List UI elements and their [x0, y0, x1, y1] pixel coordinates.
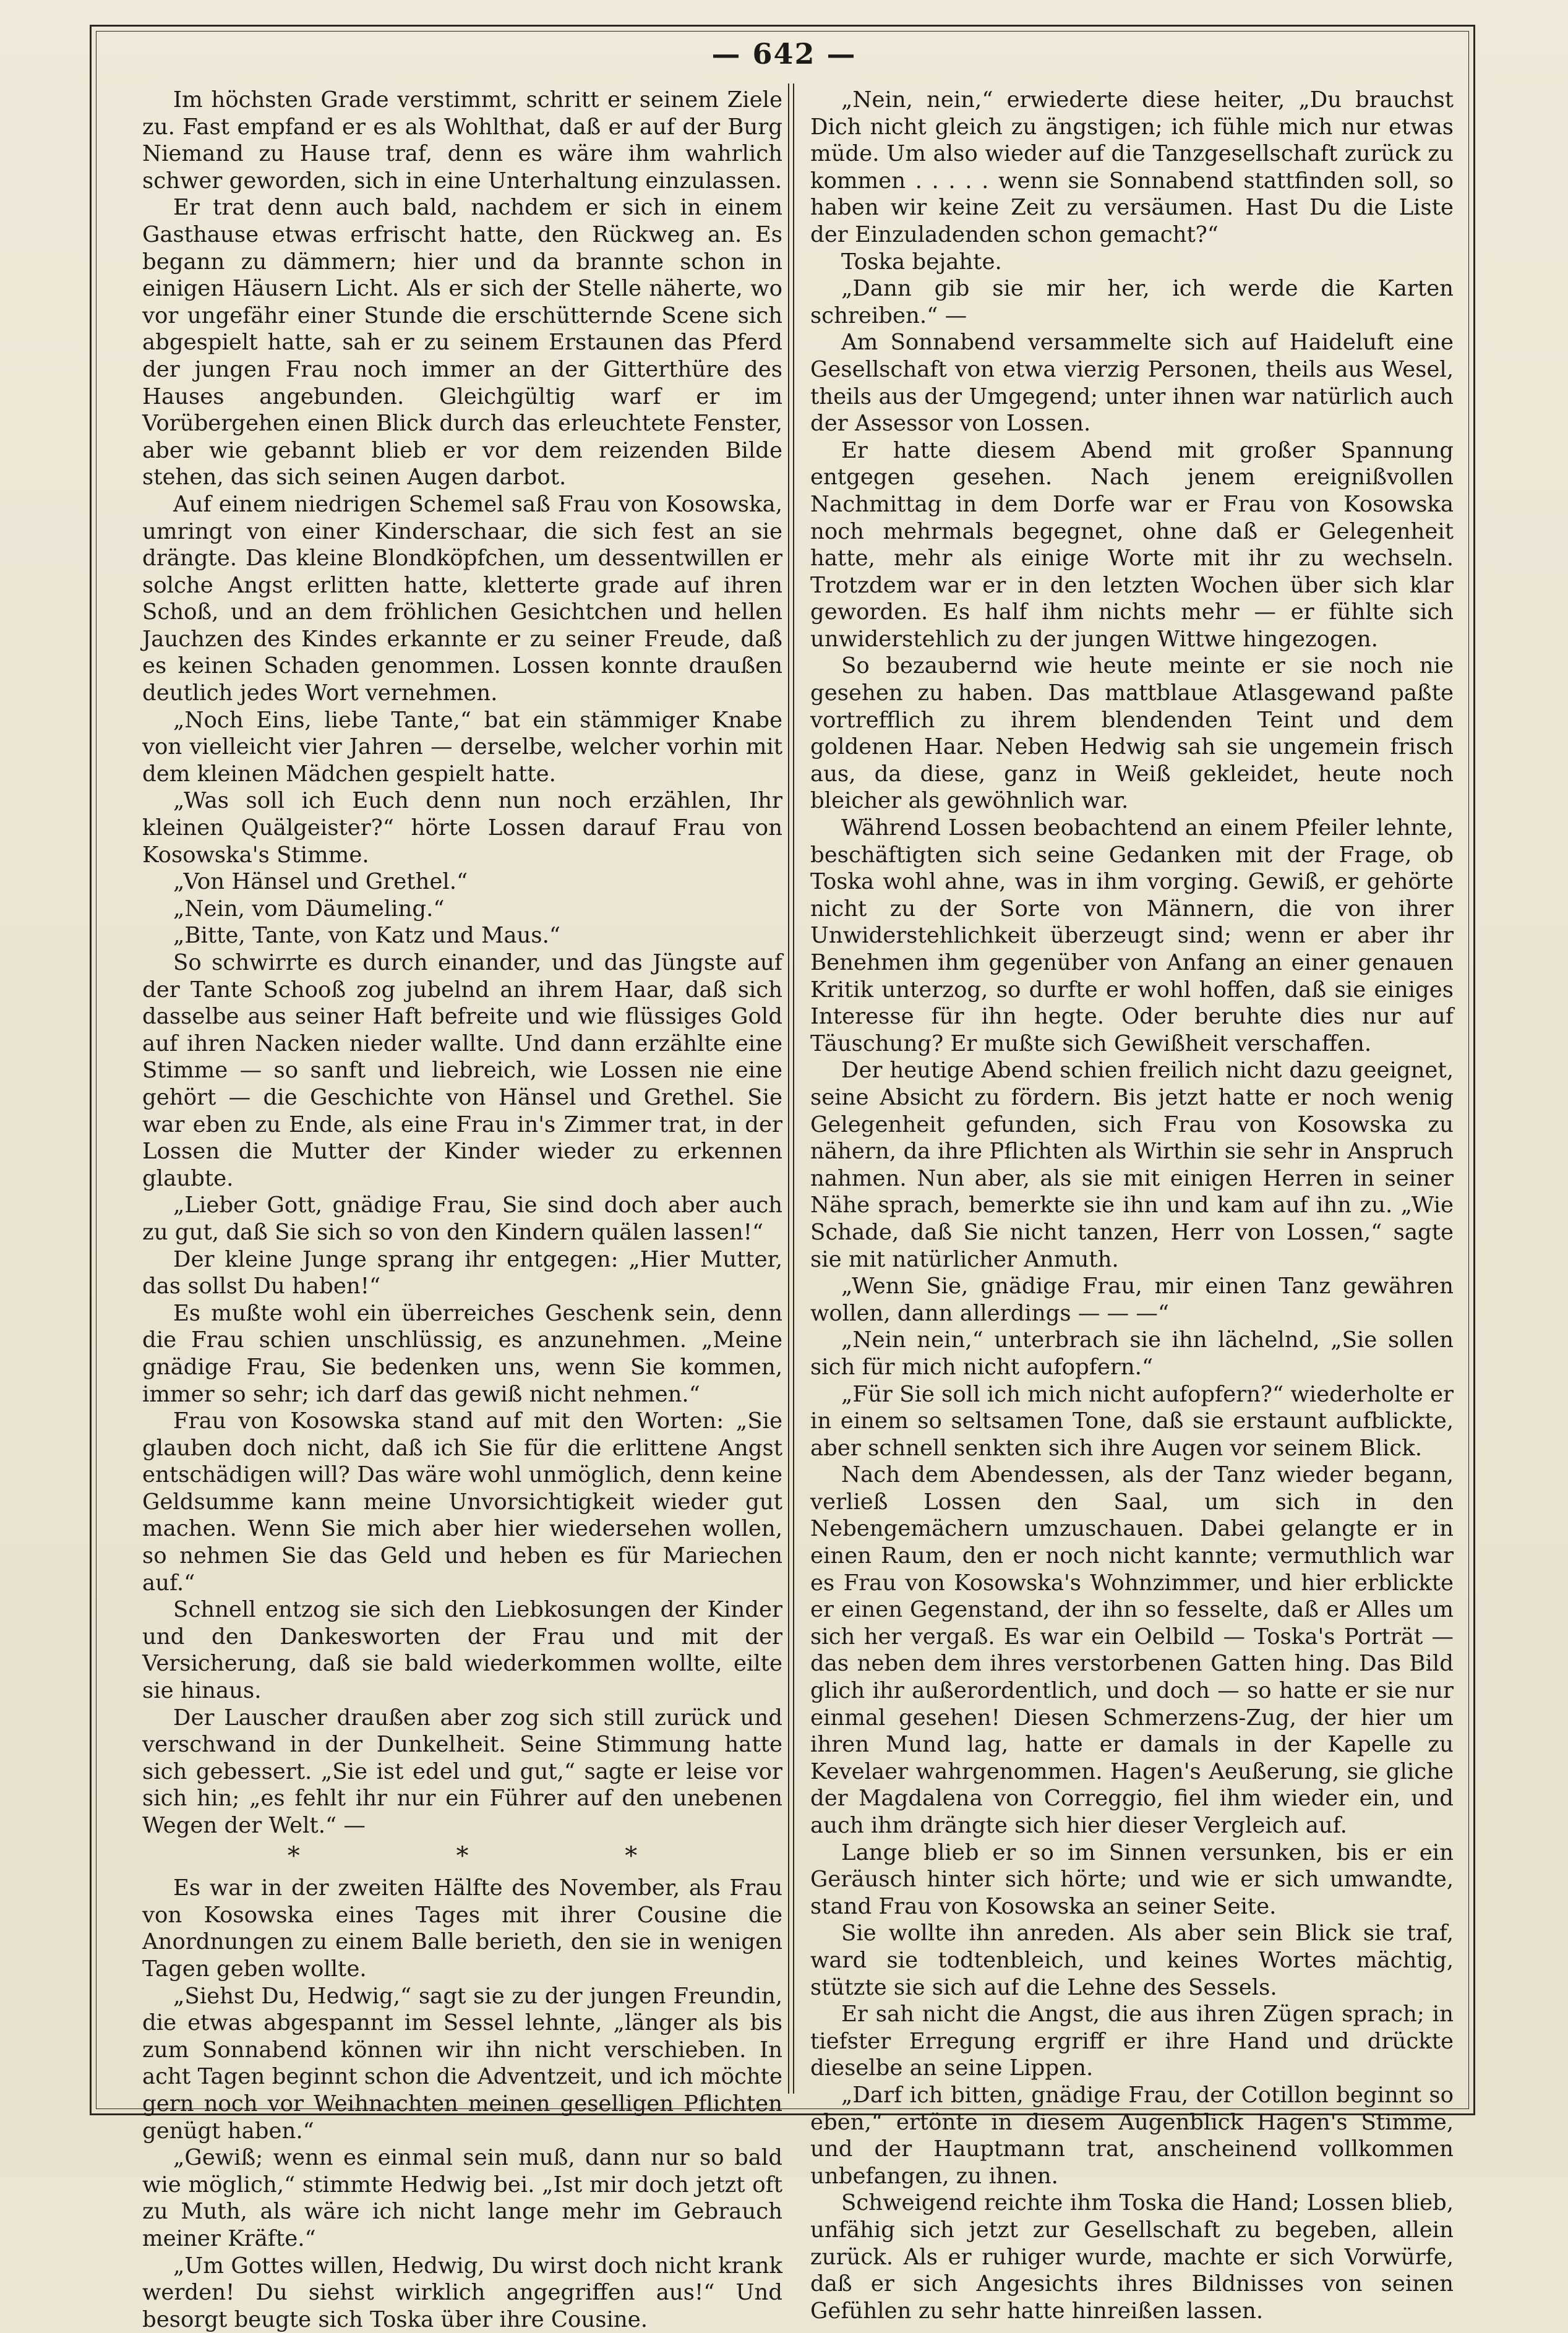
paragraph: „Bitte, Tante, von Katz und Maus.“ — [142, 922, 782, 949]
paragraph: Es war in der zweiten Hälfte des November, als Frau von Kosowska eines Tages mit ihrer Cousine die Anordnungen zu einem Balle berieth, den sie in wenigen Tagen geben wollte. — [142, 1875, 782, 1982]
paragraph: Während Lossen beobachtend an einem Pfeiler lehnte, beschäftigten sich seine Gedanken mit der Frage, ob Toska wohl ahne, was in ihm vorging. Gewiß, er gehörte nicht zu der Sorte von Männern, die von ihrer Unwiderstehlichkeit überzeugt sind; wenn er aber ihr Benehmen ihm gegenüber von Anfang an einer genauen Kritik unterzog, so durfte er wohl hoffen, daß sie einiges Interesse für ihn hegte. Oder beruhte dies nur auf Täuschung? Er mußte sich Gewißheit verschaffen. — [810, 815, 1454, 1057]
paragraph: Schweigend reichte ihm Toska die Hand; Lossen blieb, unfähig sich jetzt zur Gesellschaft zu begeben, allein zurück. Als er ruhiger wurde, machte er sich Vorwürfe, daß er sich Angesichts ihres Bildnisses von seinen Gefühlen zu sehr hatte hinreißen lassen. — [810, 2190, 1454, 2324]
paragraph: So bezaubernd wie heute meinte er sie noch nie gesehen zu haben. Das mattblaue Atlasgewand paßte vortrefflich zu ihrem blendenden Teint und dem goldenen Haar. Neben Hedwig sah sie ungemein frisch aus, da diese, ganz in Weiß gekleidet, heute noch bleicher als gewöhnlich war. — [810, 653, 1454, 815]
paragraph: „Von Hänsel und Grethel.“ — [142, 868, 782, 896]
column-divider — [793, 83, 794, 2094]
paragraph: Der kleine Junge sprang ihr entgegen: „Hier Mutter, das sollst Du haben!“ — [142, 1246, 782, 1300]
paragraph: Er trat denn auch bald, nachdem er sich in einem Gasthause etwas erfrischt hatte, den Rückweg an. Es begann zu dämmern; hier und da brannte schon in einigen Häusern Licht. Als er sich der Stelle näherte, wo vor ungefähr einer Stunde die erschütternde Scene sich abgespielt hatte, sah er zu seinem Erstaunen das Pferd der jungen Frau noch immer an der Gitterthüre des Hauses angebunden. Gleichgültig warf er im Vorübergehen einen Blick durch das erleuchtete Fenster, aber wie gebannt blieb er vor dem reizenden Bilde stehen, das sich seinen Augen darbot. — [142, 194, 782, 491]
paragraph: „Für Sie soll ich mich nicht aufopfern?“ wiederholte er in einem so seltsamen Tone, daß sie erstaunt aufblickte, aber schnell senkten sich ihre Augen vor seinem Blick. — [810, 1381, 1454, 1462]
paragraph: So schwirrte es durch einander, und das Jüngste auf der Tante Schooß zog jubelnd an ihrem Haar, daß sich dasselbe aus seiner Haft befreite und wie flüssiges Gold auf ihren Nacken nieder wallte. Und dann erzählte eine Stimme — so sanft und liebreich, wie Lossen nie eine gehört — die Geschichte von Hänsel und Grethel. Sie war eben zu Ende, als eine Frau in's Zimmer trat, in der Lossen die Mutter der Kinder wieder zu erkennen glaubte. — [142, 949, 782, 1192]
paragraph: Er hatte diesem Abend mit großer Spannung entgegen gesehen. Nach jenem ereignißvollen Nachmittag in dem Dorfe war er Frau von Kosowska noch mehrmals begegnet, ohne daß er Gelegenheit hatte, mehr als einige Worte mit ihr zu wechseln. Trotzdem war er in den letzten Wochen über sich klar geworden. Es half ihm nichts mehr — er fühlte sich unwiderstehlich zu der jungen Wittwe hingezogen. — [810, 437, 1454, 653]
paragraph: Sie wollte ihn anreden. Als aber sein Blick sie traf, ward sie todtenbleich, und keines Wortes mächtig, stützte sie sich auf die Lehne des Sessels. — [810, 1920, 1454, 2001]
paragraph: „Gewiß; wenn es einmal sein muß, dann nur so bald wie möglich,“ stimmte Hedwig bei. „Ist mir doch jetzt oft zu Muth, als wäre ich nicht lange mehr im Gebrauch meiner Kräfte.“ — [142, 2144, 782, 2252]
paragraph: Auf einem niedrigen Schemel saß Frau von Kosowska, umringt von einer Kinderschaar, die sich fest an sie drängte. Das kleine Blondköpfchen, um dessentwillen er solche Angst erlitten hatte, kletterte grade auf ihren Schoß, und an dem fröhlichen Gesichtchen und hellen Jauchzen des Kindes erkannte er zu seiner Freude, daß es keinen Schaden genommen. Lossen konnte draußen deutlich jedes Wort vernehmen. — [142, 491, 782, 707]
paragraph: Im höchsten Grade verstimmt, schritt er seinem Ziele zu. Fast empfand er es als Wohlthat, daß er auf der Burg Niemand zu Hause traf, denn es wäre ihm wahrlich schwer geworden, sich in eine Unterhaltung einzulassen. — [142, 87, 782, 194]
page-number: — 642 — — [0, 37, 1568, 71]
section-separator-stars: * * * — [216, 1843, 782, 1870]
paragraph: Er sah nicht die Angst, die aus ihren Zügen sprach; in tiefster Erregung ergriff er ihre Hand und drückte dieselbe an seine Lippen. — [810, 2001, 1454, 2082]
paragraph: „Siehst Du, Hedwig,“ sagt sie zu der jungen Freundin, die etwas abgespannt im Sessel lehnte, „länger als bis zum Sonnabend können wir ihn nicht verschieben. In acht Tagen beginnt schon die Adventzeit, und ich möchte gern noch vor Weihnachten meinen geselligen Pflichten genügt haben.“ — [142, 1983, 782, 2145]
paragraph: „Um Gottes willen, Hedwig, Du wirst doch nicht krank werden! Du siehst wirklich angegriffen aus!“ Und besorgt beugte sich Toska über ihre Cousine. — [142, 2253, 782, 2333]
paragraph: Nach dem Abendessen, als der Tanz wieder begann, verließ Lossen den Saal, um sich in den Nebengemächern umzuschauen. Dabei gelangte er in einen Raum, den er noch nicht kannte; vermuthlich war es Frau von Kosowska's Wohnzimmer, und hier erblickte er einen Gegenstand, der ihn so fesselte, daß er Alles um sich her vergaß. Es war ein Oelbild — Toska's Porträt — das neben dem ihres verstorbenen Gatten hing. Das Bild glich ihr außerordentlich, und doch — so hatte er sie nur einmal gesehen! Diesen Schmerzens-Zug, der hier um ihren Mund lag, hatte er damals in der Kapelle zu Kevelaer wahrgenommen. Hagen's Aeußerung, sie gliche der Magdalena von Correggio, fiel ihm wieder ein, und auch ihm drängte sich hier dieser Vergleich auf. — [810, 1462, 1454, 1839]
paragraph: „Nein, vom Däumeling.“ — [142, 896, 782, 923]
column-divider — [788, 83, 789, 2094]
paragraph: Schnell entzog sie sich den Liebkosungen der Kinder und den Dankesworten der Frau und mit der Versicherung, daß sie bald wiederkommen wollte, eilte sie hinaus. — [142, 1596, 782, 1704]
paragraph: „Nein, nein,“ erwiederte diese heiter, „Du brauchst Dich nicht gleich zu ängstigen; ich fühle mich nur etwas müde. Um also wieder auf die Tanzgesellschaft zurück zu kommen . . . . . wenn sie Sonnabend stattfinden soll, so haben wir keine Zeit zu versäumen. Hast Du die Liste der Einzuladenden schon gemacht?“ — [810, 87, 1454, 249]
paragraph: „Darf ich bitten, gnädige Frau, der Cotillon beginnt so eben,“ ertönte in diesem Augenblick Hagen's Stimme, und der Hauptmann trat, anscheinend vollkommen unbefangen, zu ihnen. — [810, 2082, 1454, 2190]
paragraph: „Wenn Sie, gnädige Frau, mir einen Tanz gewähren wollen, dann allerdings — — —“ — [810, 1273, 1454, 1327]
paragraph: „Was soll ich Euch denn nun noch erzählen, Ihr kleinen Quälgeister?“ hörte Lossen darauf Frau von Kosowska's Stimme. — [142, 787, 782, 868]
paragraph: Lange blieb er so im Sinnen versunken, bis er ein Geräusch hinter sich hörte; und wie er sich umwandte, stand Frau von Kosowska an seiner Seite. — [810, 1839, 1454, 1920]
paragraph: Es mußte wohl ein überreiches Geschenk sein, denn die Frau schien unschlüssig, es anzunehmen. „Meine gnädige Frau, Sie bedenken uns, wenn Sie kommen, immer so sehr; ich darf das gewiß nicht nehmen.“ — [142, 1300, 782, 1408]
paragraph: Frau von Kosowska stand auf mit den Worten: „Sie glauben doch nicht, daß ich Sie für die erlittene Angst entschädigen will? Das wäre wohl unmöglich, denn keine Geldsumme kann meine Unvorsichtigkeit wieder gut machen. Wenn Sie mich aber hier wiedersehen wollen, so nehmen Sie das Geld und heben es für Mariechen auf.“ — [142, 1408, 782, 1596]
right-column — [810, 87, 1454, 2324]
paragraph: Der heutige Abend schien freilich nicht dazu geeignet, seine Absicht zu fördern. Bis jetzt hatte er noch wenig Gelegenheit gefunden, sich Frau von Kosowska zu nähern, da ihre Pflichten als Wirthin sie sehr in Anspruch nahmen. Nun aber, als sie mit einigen Herren in seiner Nähe sprach, bemerkte sie ihn und kam auf ihn zu. „Wie Schade, daß Sie nicht tanzen, Herr von Lossen,“ sagte sie mit natürlicher Anmuth. — [810, 1057, 1454, 1273]
paragraph: Am Sonnabend versammelte sich auf Haideluft eine Gesellschaft von etwa vierzig Personen, theils aus Wesel, theils aus der Umgegend; unter ihnen war natürlich auch der Assessor von Lossen. — [810, 329, 1454, 437]
paragraph: „Nein nein,“ unterbrach sie ihn lächelnd, „Sie sollen sich für mich nicht aufopfern.“ — [810, 1327, 1454, 1381]
left-column — [142, 87, 782, 2333]
paragraph: „Lieber Gott, gnädige Frau, Sie sind doch aber auch zu gut, daß Sie sich so von den Kindern quälen lassen!“ — [142, 1192, 782, 1246]
paragraph: „Noch Eins, liebe Tante,“ bat ein stämmiger Knabe von vielleicht vier Jahren — derselbe, welcher vorhin mit dem kleinen Mädchen gespielt hatte. — [142, 707, 782, 788]
paragraph: Toska bejahte. — [810, 249, 1454, 276]
paragraph: Der Lauscher draußen aber zog sich still zurück und verschwand in der Dunkelheit. Seine Stimmung hatte sich gebessert. „Sie ist edel und gut,“ sagte er leise vor sich hin; „es fehlt ihr nur ein Führer auf den unebenen Wegen der Welt.“ — — [142, 1705, 782, 1839]
paragraph: „Dann gib sie mir her, ich werde die Karten schreiben.“ — — [810, 275, 1454, 329]
